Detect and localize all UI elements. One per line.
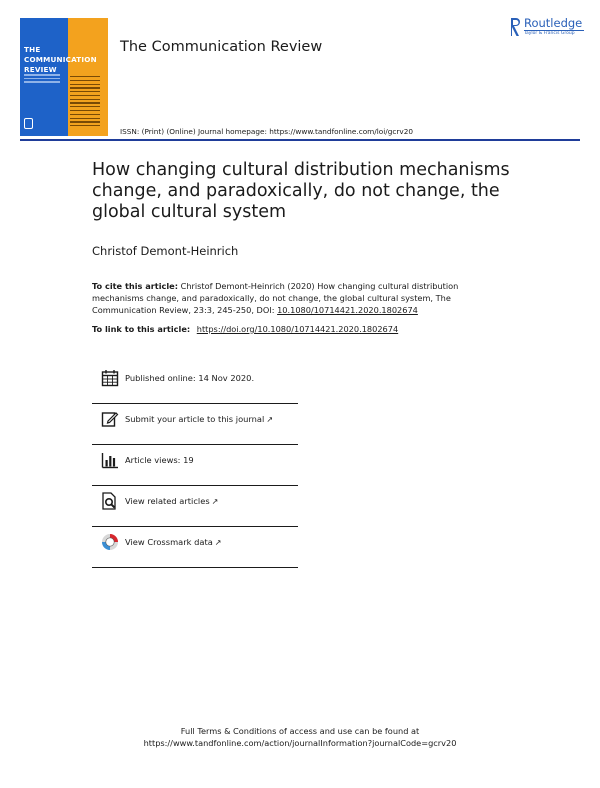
external-link-icon: ↗ [211,497,219,506]
published-online-text: Published online: 14 Nov 2020. [125,373,255,383]
submit-article-label: Submit your article to this journal [125,414,265,424]
article-title [92,160,512,223]
link-label: To link to this article: [92,324,191,334]
related-articles-link[interactable] [125,496,218,506]
issn-homepage-line [120,127,413,136]
cite-doi-link[interactable]: 10.1080/10714421.2020.1802674 [277,305,418,315]
bar-chart-icon [101,451,119,469]
cite-label: To cite this article: [92,281,178,291]
article-doi-link[interactable]: https://doi.org/10.1080/10714421.2020.1802674 [196,324,399,334]
cover-contents-lines [70,76,104,129]
article-title-line: How changing cultural distribution mechanisms [92,160,510,180]
article-views-text: Article views: 19 [125,455,194,465]
related-articles-icon [101,492,119,510]
footer-line1: Full Terms & Conditions of access and use can be found at [180,726,420,736]
routledge-logo[interactable] [510,16,586,40]
citation-block [92,280,512,316]
issn-text: ISSN: (Print) (Online) Journal homepage: [120,127,267,136]
crossmark-link[interactable] [125,537,221,547]
author-name: Christof Demont-Heinrich [92,244,239,258]
cite-text: Christof Demont-Heinrich (2020) How changing cultural distribution mechanisms change, and paradoxically, do not change, the global cultural system, The Communication Review, 23:3, 245-250, DOI: [92,281,459,315]
article-title-line: change, and paradoxically, do not change, the [92,181,500,201]
crossmark-label: View Crossmark data [125,537,213,547]
external-link-icon: ↗ [266,415,274,424]
cover-publisher-logo [24,118,50,130]
routledge-r-icon [510,17,521,37]
cover-title-line2: COMMUNICATION [24,55,97,64]
header-divider [20,139,580,141]
edit-icon [101,410,119,428]
cover-text-lines [24,74,64,85]
related-articles-item[interactable] [92,486,298,527]
published-online-item [92,363,298,404]
footer-terms-link[interactable]: https://www.tandfonline.com/action/journalInformation?journalCode=gcrv20 [143,737,457,748]
submit-article-item[interactable] [92,404,298,445]
link-to-article [92,324,398,334]
crossmark-icon [101,533,119,551]
routledge-name: Routledge [524,16,583,30]
article-views-item [92,445,298,486]
article-title-line: global cultural system [92,202,287,222]
cover-title [24,45,97,75]
journal-cover-image[interactable] [20,18,108,136]
footer-terms [0,726,600,749]
article-info-list [92,363,298,568]
cover-title-line3: REVIEW [24,65,57,74]
external-link-icon: ↗ [214,538,222,547]
cover-title-line1: THE [24,45,41,54]
related-articles-label: View related articles [125,496,210,506]
calendar-icon [101,369,119,387]
routledge-tagline: Taylor & Francis Group [524,31,575,36]
journal-title: The Communication Review [120,39,323,55]
submit-article-link[interactable] [125,414,273,424]
journal-homepage-link[interactable]: https://www.tandfonline.com/loi/gcrv20 [269,127,413,136]
crossmark-item[interactable] [92,527,298,568]
